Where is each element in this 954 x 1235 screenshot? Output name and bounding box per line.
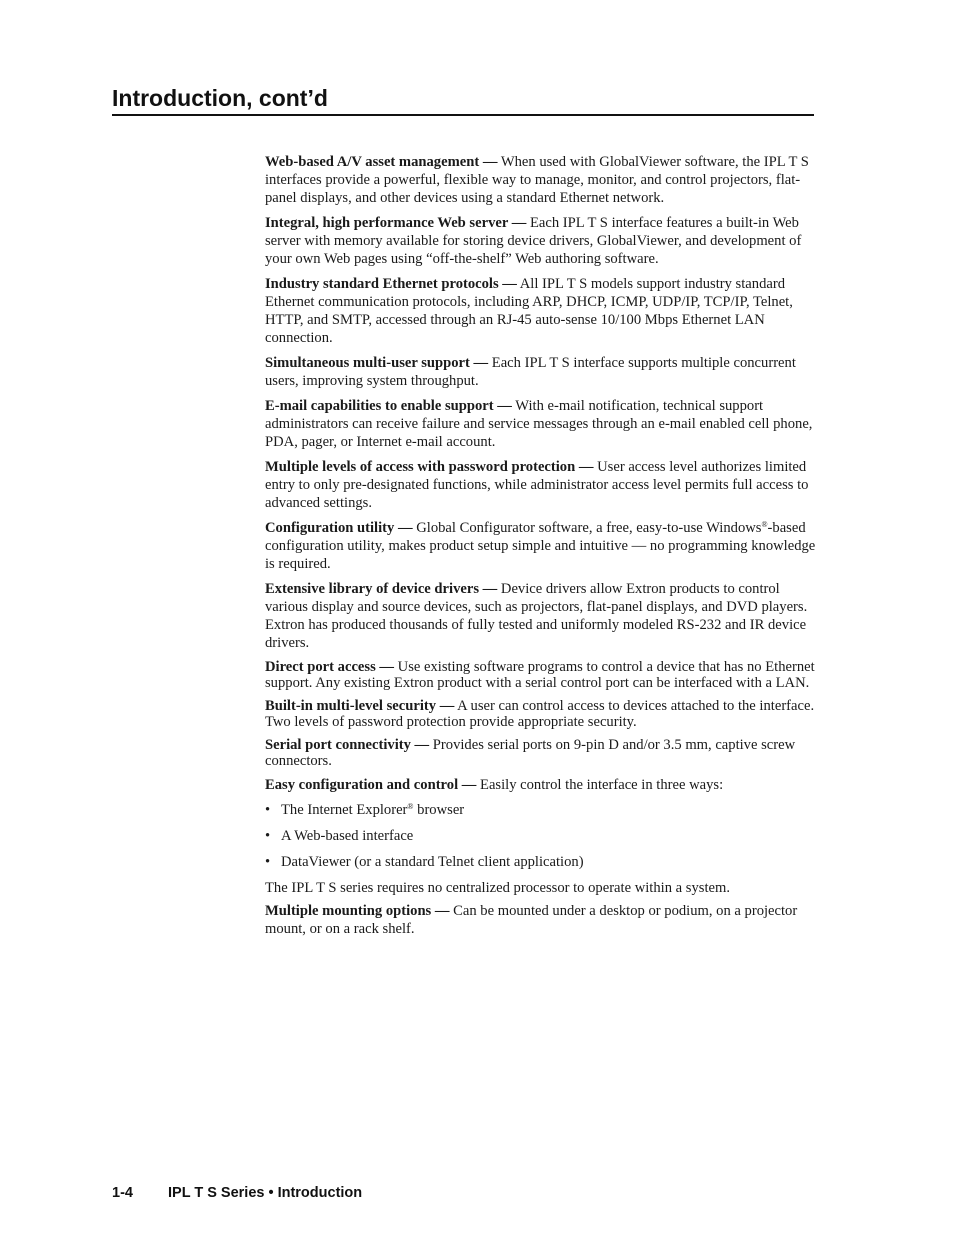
feature-text: User access level authorizes limited entry to only pre-designated functions, while administrator access level permits full access to advanced settings. <box>265 459 809 511</box>
page-number: 1-4 <box>112 1185 133 1201</box>
feature-text: Each IPL T S interface supports multiple concurrent users, improving system throughput. <box>265 355 796 389</box>
list-item-text-cont: browser <box>413 802 465 818</box>
feature-text: All IPL T S models support industry standard Ethernet communication protocols, including ARP, DHCP, ICMP, UDP/IP, TCP/IP, Telnet, HTTP, and SMTP, accessed through an RJ-45 auto-sense 10/100 Mbps Ethernet LAN connection. <box>265 276 793 346</box>
feature-text: Use existing software programs to control a device that has no Ethernet support. Any existing Extron product with a serial control port can be interfaced with a LAN. <box>265 659 815 691</box>
list-item-text: A Web-based interface <box>281 828 414 844</box>
list-item <box>265 827 817 845</box>
bullet-icon: • <box>265 802 271 818</box>
feature-mounting-options <box>265 902 817 938</box>
feature-text: When used with GlobalViewer software, the IPL T S interfaces provide a powerful, flexible way to manage, monitor, and control projectors, flat-panel displays, and other devices using a standard Ethernet network. <box>265 154 809 206</box>
feature-easy-configuration <box>265 776 817 794</box>
feature-ethernet-protocols <box>265 275 817 347</box>
feature-text: Can be mounted under a desktop or podium, on a projector mount, or on a rack shelf. <box>265 903 798 937</box>
feature-web-server <box>265 214 817 268</box>
feature-serial-port <box>265 737 817 769</box>
feature-text: Easily control the interface in three ways: <box>476 777 724 793</box>
feature-configuration-utility <box>265 519 817 573</box>
page-footer <box>112 1184 362 1202</box>
feature-text: With e-mail notification, technical support administrators can receive failure and service messages through an e-mail enabled cell phone, PDA, pager, or Internet e-mail account. <box>265 398 813 450</box>
feature-lead: E-mail capabilities to enable support — <box>265 398 512 414</box>
feature-multi-level-security <box>265 698 817 730</box>
feature-lead: Extensive library of device drivers — <box>265 581 498 597</box>
control-methods-list <box>265 801 817 871</box>
feature-web-asset-management <box>265 153 817 207</box>
list-item-text: The Internet Explorer <box>281 802 408 818</box>
feature-lead: Multiple mounting options — <box>265 903 450 919</box>
feature-lead: Multiple levels of access with password protection — <box>265 459 594 475</box>
closing-statement: The IPL T S series requires no centralized processor to operate within a system. <box>265 880 730 896</box>
feature-lead: Industry standard Ethernet protocols — <box>265 276 517 292</box>
feature-access-levels <box>265 458 817 512</box>
feature-lead: Configuration utility — <box>265 520 413 536</box>
bullet-icon: • <box>265 854 271 870</box>
registered-mark: ® <box>761 520 768 529</box>
feature-device-drivers <box>265 580 817 652</box>
feature-lead: Simultaneous multi-user support — <box>265 355 489 371</box>
list-item <box>265 853 817 871</box>
footer-title: IPL T S Series • Introduction <box>168 1185 363 1201</box>
feature-lead: Easy configuration and control — <box>265 777 477 793</box>
feature-direct-port-access <box>265 659 817 691</box>
feature-lead: Web-based A/V asset management — <box>265 154 498 170</box>
feature-lead: Direct port access — <box>265 659 394 675</box>
registered-mark: ® <box>407 802 414 811</box>
list-item <box>265 801 817 819</box>
feature-list <box>265 153 817 945</box>
feature-text: Each IPL T S interface features a built-in Web server with memory available for storing device drivers, GlobalViewer, and development of your own Web pages using “off-the-shelf” Web authoring software. <box>265 215 802 267</box>
feature-text: Device drivers allow Extron products to control various display and source devices, such as projectors, flat-panel displays, and DVD players. Extron has produced thousands of fully tested and uniformly modeled RS-232 and IR device drivers. <box>265 581 808 651</box>
feature-text: Global Configurator software, a free, easy-to-use Windows <box>412 520 762 536</box>
feature-lead: Serial port connectivity — <box>265 737 430 753</box>
feature-lead: Integral, high performance Web server — <box>265 215 527 231</box>
page-title: Introduction, cont’d <box>112 85 328 111</box>
title-divider <box>112 114 814 116</box>
feature-lead: Built-in multi-level security — <box>265 698 455 714</box>
bullet-icon: • <box>265 828 271 844</box>
feature-text-cont: -based configuration utility, makes product setup simple and intuitive — no programming knowledge is required. <box>265 520 816 572</box>
feature-text: A user can control access to devices attached to the interface. Two levels of password protection provide appropriate security. <box>265 698 815 730</box>
feature-multi-user <box>265 354 817 390</box>
list-item-text: DataViewer (or a standard Telnet client application) <box>281 854 584 870</box>
feature-text: Provides serial ports on 9-pin D and/or 3.5 mm, captive screw connectors. <box>265 737 796 769</box>
feature-email <box>265 397 817 451</box>
